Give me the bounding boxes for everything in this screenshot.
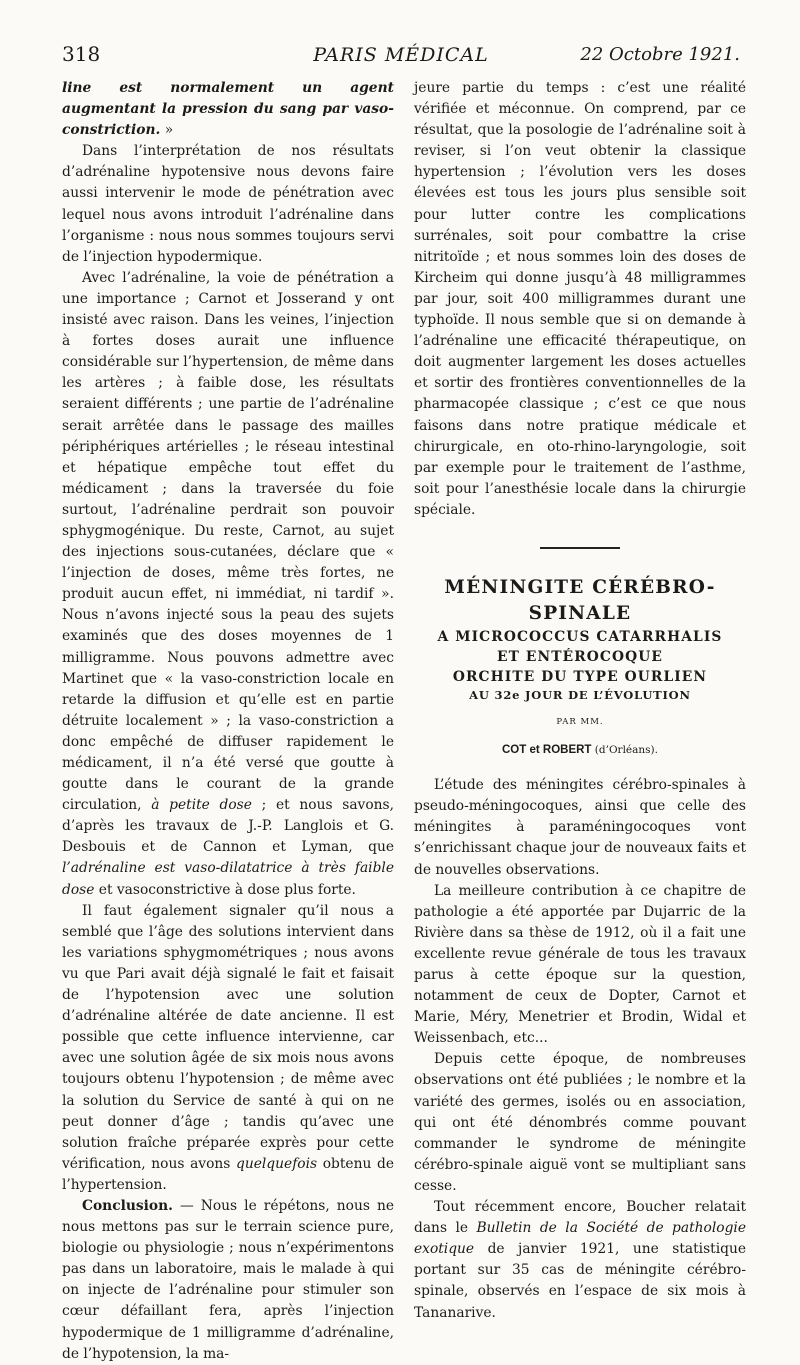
paragraph-contribution: La meilleure contribution à ce chapitre de pathologie a été apportée par Dujarric de la Rivière dans sa thèse de 1912, où il a fait une excellente revue générale de tous les travaux parus à cette époque sur la question, notamment de ceux de Dopter, Carnot et Marie, Méry, Menetrier et Brodin, Widal et Weissenbach, etc... — [414, 882, 746, 1047]
paragraph-observations: Depuis cette époque, de nombreuses observations ont été publiées ; le nombre et la variété des germes, isolés ou en association, qui ont été dénombrés comme pouvant commander le syndrome de méningite cérébro-spinale aiguë vont se multipliant sans cesse. — [414, 1051, 746, 1194]
paragraph-continuation: jeure partie du temps : c’est une réalité vérifiée et méconnue. On comprend, par ce résultat, que la posologie de l’adrénaline soit à reviser, si l’on veut obtenir la classique hypertension ; l’évolution vers les doses élevées est tous les jours plus sensible soit pour lutter contre les complications surrénales, soit pour combattre la crise nitritoïde ; et nous sommes loin des doses de Kircheim qui donne jusqu’à 48 milligrammes par jour, soit 400 milligrammes durant une typhoïde. Il nous semble que si on demande à l’adrénaline une efficacité thérapeutique, on doit augmenter largement les doses actuelles et sortir des frontières conventionnelles de la pharmacopée classique ; c’est ce que nous faisons dans notre pratique médicale et chirurgicale, en oto-rhino-laryngologie, soit par exemple pour le traitement de l’asthme, soit pour l’anesthésie locale dans la chirurgie spéciale. — [414, 80, 746, 518]
paragraph-conclusion — [62, 1196, 394, 1365]
article-subtitle-line-1: A MICROCOCCUS CATARRHALIS — [437, 628, 723, 645]
right-column — [414, 78, 746, 1324]
page-number: 318 — [62, 42, 101, 66]
byline-prefix: PAR MM. — [556, 716, 604, 727]
text-run: Avec l’adrénaline, la voie de pénétration a une importance ; Carnot et Josserand y ont insisté avec raison. Dans les veines, l’injection à fortes doses aurait une influence considérable sur l’hypertension, de même dans les artères ; à faible dose, les résultats seraient différents ; une partie de l’adrénaline serait arrêtée dans le passage des mailles périphériques artérielles ; le réseau intestinal et hépatique empêche tout effet du médicament ; dans la traversée du foie surtout, l’adrénaline perdrait son pouvoir sphygmogénique. Du reste, Carnot, au sujet des injections sous-cutanées, déclare que « l’injection de doses, même très fortes, ne produit aucun effet, ni immédiat, ni tardif ». Nous n’avons injecté sous la peau des sujets examinés que des doses moyennes de 1 milligramme. Nous pouvons admettre avec Martinet que « la vaso-constriction locale en retarde la diffusion et qu’elle est en partie détruite localement » ; la vaso-constriction a donc empêché de diffuser rapidement le médicament, il n’a été versé que goutte à goutte dans le courant de la grande circulation, — [62, 269, 394, 814]
italic-run: Bulletin de la Société de pathologie exotique — [414, 1220, 746, 1258]
text-run: obtenu de l’hypertension. — [62, 1155, 394, 1193]
article-subtitle-line-4: AU 32e JOUR DE L’ÉVOLUTION — [469, 687, 691, 702]
article-title-block — [414, 575, 746, 761]
paragraph-interpretation: Dans l’interprétation de nos résultats d’adrénaline hypotensive nous devons faire aussi intervenir le mode de pénétration avec lequel nous avons introduit l’adrénaline dans l’organisme : nous nous sommes toujours servi de l’injection hypodermique. — [62, 143, 394, 265]
paragraph-penetration — [62, 268, 394, 901]
text-run: ; et nous savons, d’après les travaux de J.-P. Langlois et G. Desbouis et de Cannon et Lyman, que — [62, 797, 394, 856]
article-subtitle-line-3: ORCHITE DU TYPE OURLIEN — [452, 668, 708, 685]
italic-run: à petite dose — [151, 797, 252, 814]
paragraph-intro: L’étude des méningites cérébro-spinales à pseudo-méningocoques, ainsi que celle des méningites à paraméningocoques vont s’enrichissant chaque jour de nouveaux faits et de nouvelles observations. — [414, 777, 746, 878]
text-run: Il faut également signaler qu’il nous a semblé que l’âge des solutions intervient dans les variations sphygmométriques ; nous avons vu que Pari avait déjà signalé le fait et faisait de l’hypotension avec une solution d’adrénaline altérée de date ancienne. Il est possible que cette influence intervienne, car avec une solution âgée de six mois nous avons toujours obtenu l’hypotension ; de même avec la solution du Service de santé à qui on ne peut donner d’âge ; tandis qu’avec une solution fraîche préparée exprès pour cette vérification, nous avons — [62, 902, 394, 1172]
italic-run: l’adrénaline est vaso-dilatatrice à très faible dose — [62, 860, 394, 898]
text-run: — Nous le répétons, nous ne nous mettons pas sur le terrain science pure, biologie ou physiologie ; nous n’expérimentons pas dans un laboratoire, mais le malade à qui on injecte de l’adrénaline pour stimuler son cœur défaillant fera, après l’injection hypodermique de 1 milligramme d’adrénaline, de l’hypotension, la ma- — [62, 1197, 394, 1362]
author-affiliation: (d’Orléans). — [591, 744, 658, 757]
text-run: de janvier 1921, une statistique portant sur 35 cas de méningite cérébro-spinale, observés en l’espace de six mois à Tananarive. — [414, 1241, 746, 1321]
left-column — [62, 78, 394, 1365]
author-names: COT et ROBERT — [502, 744, 592, 757]
text-run: et vasoconstrictive à dose plus forte. — [94, 881, 356, 898]
section-divider — [540, 547, 620, 549]
text-run: Tout récemment encore, Boucher relatait dans le — [414, 1199, 746, 1237]
conclusion-label: Conclusion. — [82, 1197, 173, 1214]
article-title-line-2: SPINALE — [528, 602, 632, 624]
italic-run: quelquefois — [236, 1155, 318, 1172]
quote-close: » — [160, 122, 174, 139]
issue-date: 22 Octobre 1921. — [580, 44, 740, 65]
paragraph-solution-age — [62, 901, 394, 1196]
article-title-line-1: MÉNINGITE CÉRÉBRO- — [444, 576, 716, 598]
journal-title: PARIS MÉDICAL — [313, 44, 489, 66]
byline — [414, 739, 746, 761]
quote-text: line est normalement un agent augmentant la pression du sang par vaso-constriction. — [62, 80, 394, 139]
running-header — [62, 42, 740, 72]
article-subtitle-line-2: ET ENTÉROCOQUE — [497, 648, 663, 665]
paragraph-statistics — [414, 1197, 746, 1324]
quote-end-paragraph — [62, 78, 394, 141]
